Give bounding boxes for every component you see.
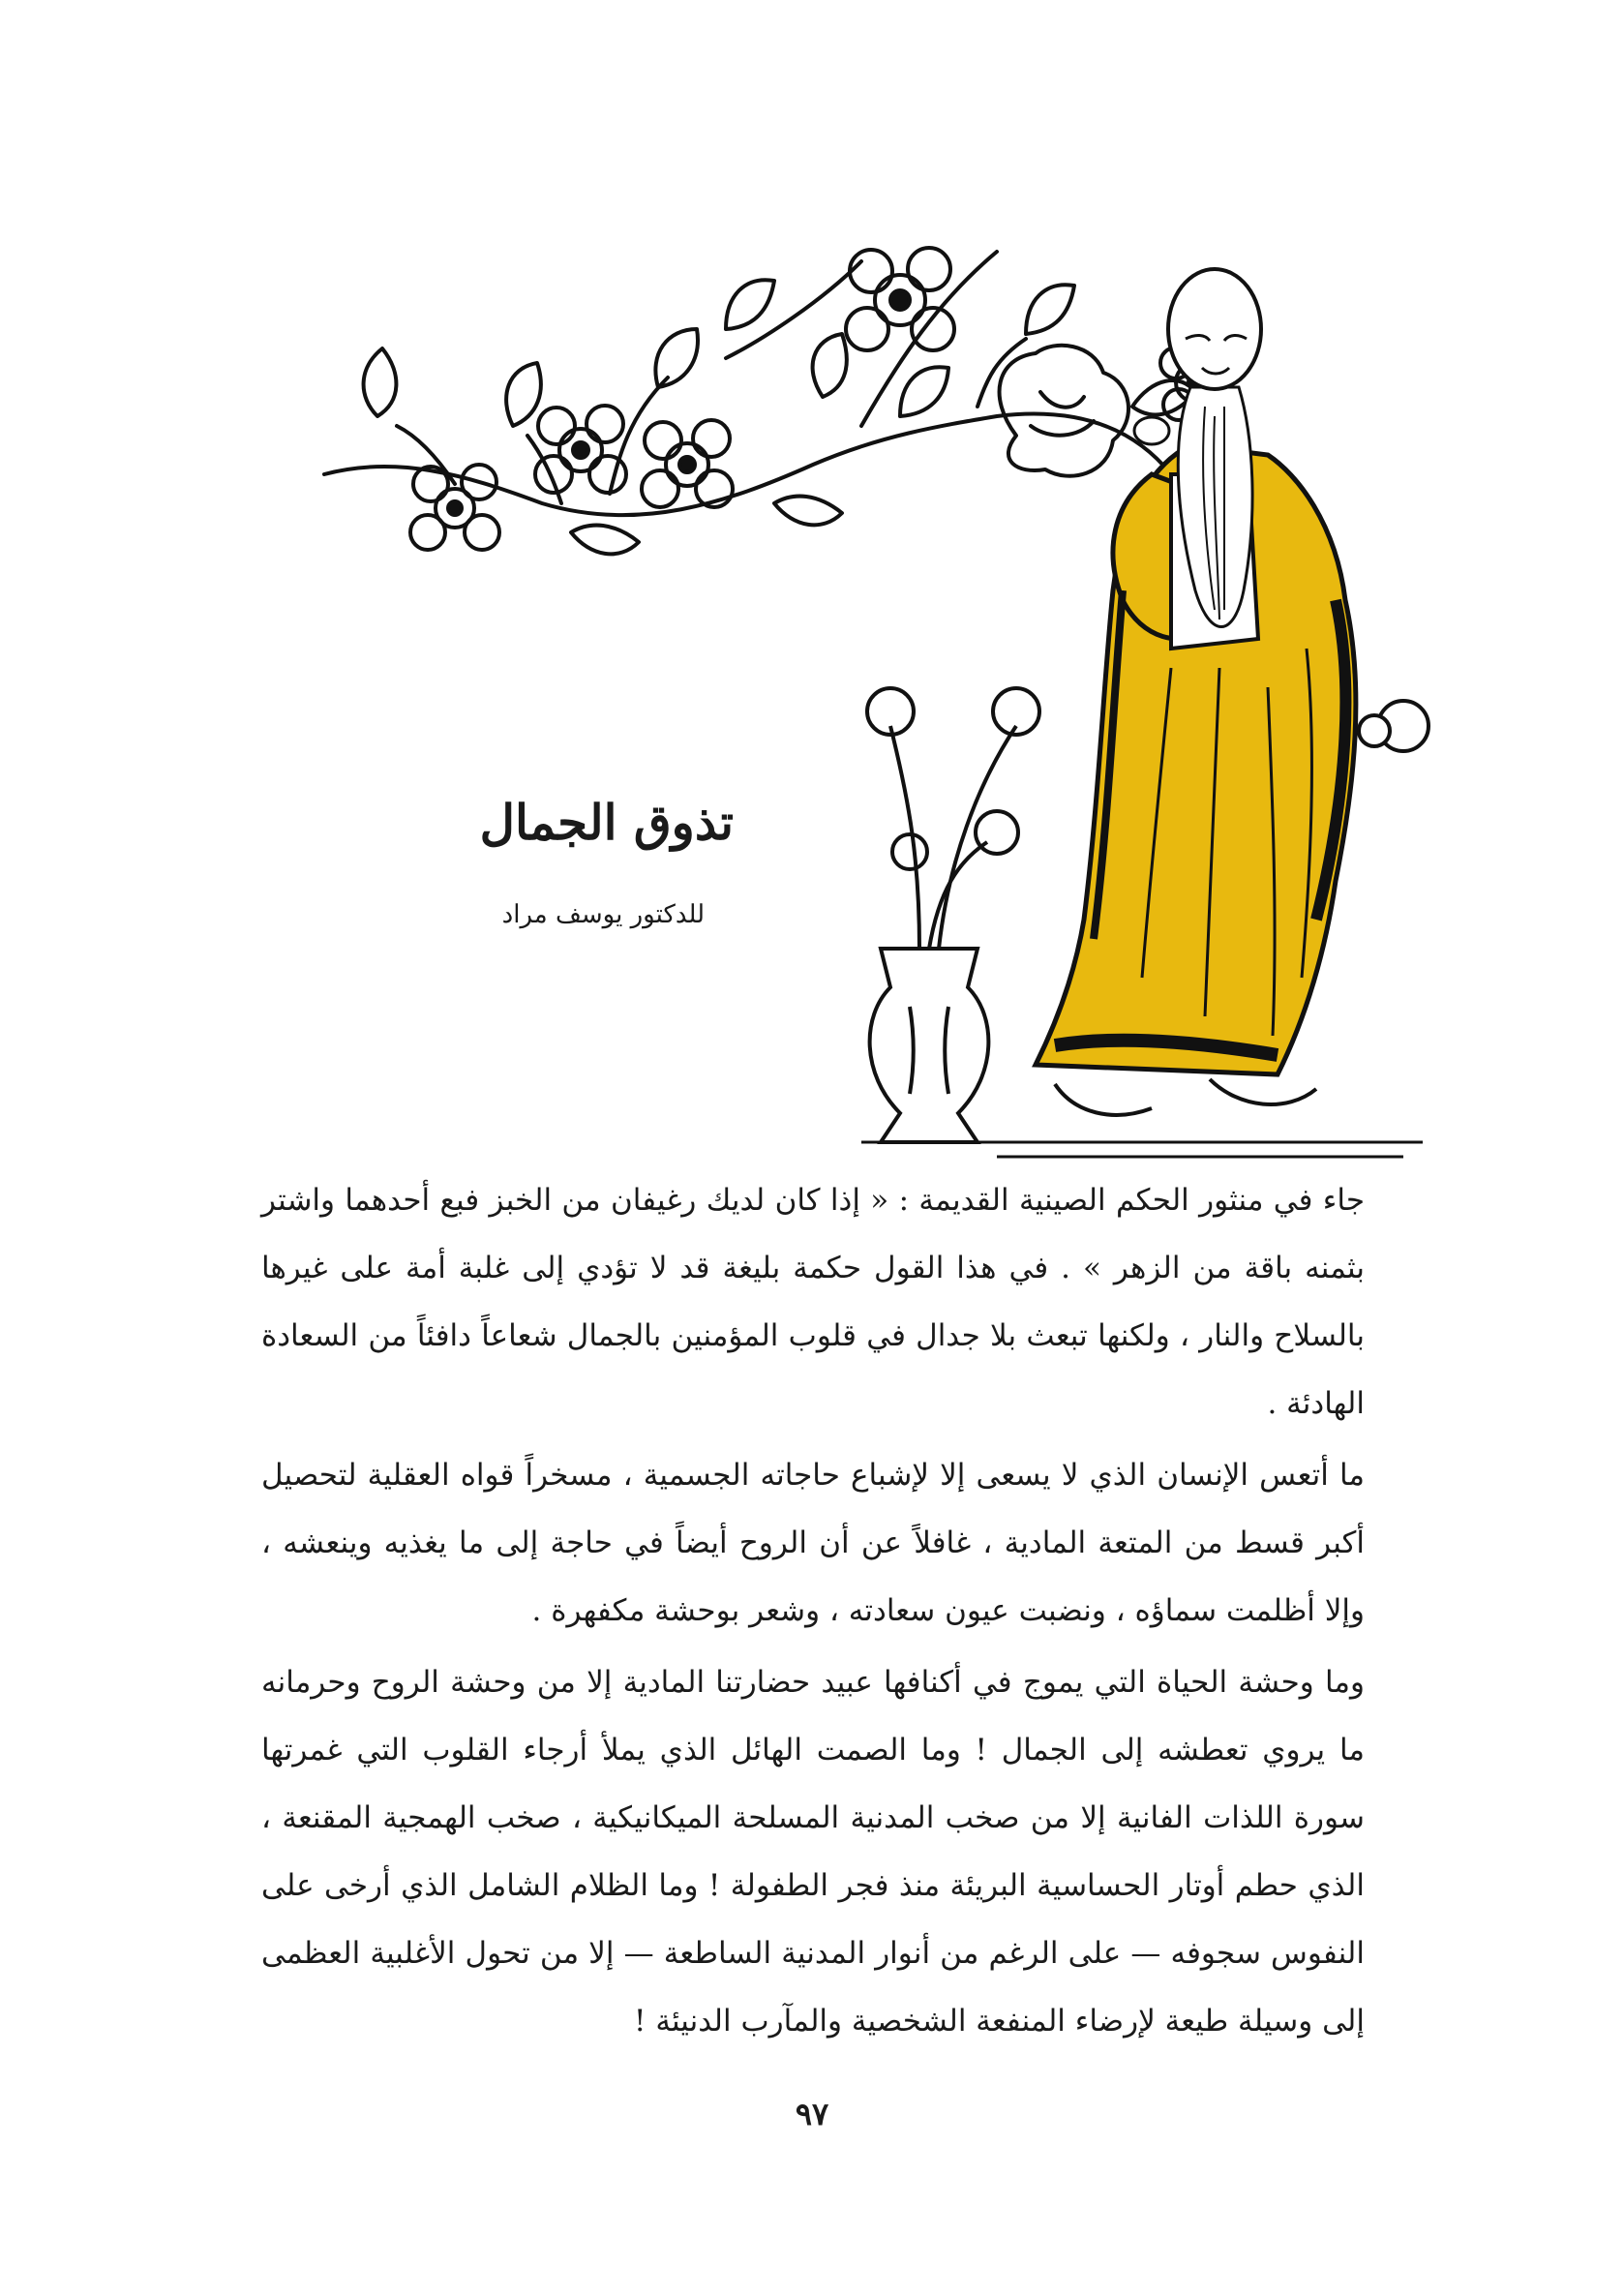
article-title: تذوق الجمال (479, 794, 734, 851)
paragraph: جاء في منثور الحكم الصينية القديمة : « إذا كان لديك رغيفان من الخبز فبع أحدهما واشتر بثمنه باقة من الزهر » . في هذا القول حكمة بليغة قد لا تؤدي إلى غلبة أمة على غيرها بالسلاح والنار ، ولكنها تبعث بلا جدال في قلوب المؤمنين بالجمال شعاعاً دافئاً من السعادة الهادئة . (261, 1183, 1365, 1421)
article-body (261, 1166, 1365, 2055)
sage-flower-illustration (319, 184, 1461, 1162)
branch-stem (324, 414, 1248, 591)
flower-vase (867, 688, 1039, 1142)
article-byline: للدكتور يوسف مراد (501, 900, 705, 929)
paragraph: وما وحشة الحياة التي يموج في أكنافها عبيد حضارتنا المادية إلا من وحشة الروح وحرمانه ما يروي تعطشه إلى الجمال ! وما الصمت الهائل الذي يملأ أرجاء القلوب التي غمرتها سورة اللذات الفانية إلا من صخب المدنية المسلحة الميكانيكية ، صخب الهمجية المقنعة ، الذي حطم أوتار الحساسية البريئة منذ فجر الطفولة ! وما الظلام الشامل الذي أرخى على النفوس سجوفه — على الرغم من أنوار المدنية الساطعة — إلا من تحول الأغلبية العظمى إلى وسيلة طيعة لإرضاء المنفعة الشخصية والمآرب الدنيئة ! (261, 1665, 1365, 2039)
page-number: ٩٧ (795, 2096, 829, 2132)
paragraph: ما أتعس الإنسان الذي لا يسعى إلا لإشباع حاجاته الجسمية ، مسخراً قواه العقلية لتحصيل أكبر قسط من المتعة المادية ، غافلاً عن أن الروح أيضاً في حاجة إلى ما يغذيه وينعشه ، وإلا أظلمت سماؤه ، ونضبت عيون سعادته ، وشعر بوحشة مكفهرة . (261, 1458, 1365, 1628)
